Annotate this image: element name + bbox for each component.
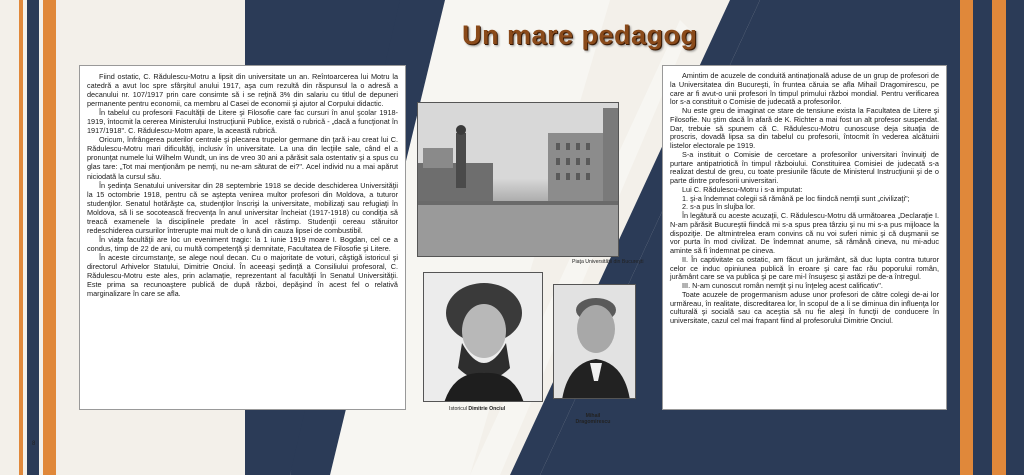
dragomirescu-caption bbox=[570, 413, 616, 425]
paragraph: În legătură cu aceste acuzaţii, C. Rădulescu-Motru dă următoarea „Declaraţie I. N-am părăsit Bucureştii fiindcă mi s-a spus prea târziu şi nu mi s-a pus mijloace la dispoziţie. De altmintrelea eram convins că nu voi suferi nimic şi că duşmanii se vor purta în mod civilizat. De îndemnat anume, să rămână cineva, nu mi-aduc aminte să fi îndemnat pe cineva. bbox=[670, 211, 939, 255]
paragraph: Amintim de acuzele de conduită antinaţională aduse de un grup de profesori de la Universitatea din Bucureşti, în fruntea căruia se afla Mihail Dragomirescu, pe care ar fi avut-o unii profesori în timpul primului război mondial. Pentru verificarea lor s-a constituit o Comisie de judecată a profesorilor. bbox=[670, 71, 939, 107]
university-photo-caption: Piaţa Universităţii din Bucureşti bbox=[572, 259, 644, 265]
paragraph: Fiind ostatic, C. Rădulescu-Motru a lipsit din universitate un an. Reîntoarcerea lui Motru la catedră a avut loc spre sfârşitul anului 1917, aşa cum rezultă din răspunsul la o adresă a decanului nr. 107/1917 prin care consimte să i se reţină 3% din salariu cu titlul de depuneri permanente pentru economii, ca membru al Casei de economii şi ajutor al Corpului didactic. bbox=[87, 72, 398, 109]
paragraph: II. În captivitate ca ostatic, am făcut un jurământ, să duc lupta contra tuturor celor ce induc opiniunea publică în eroare şi care fac rău poporului român, jurământ care se va publica şi pe care mi-l însuşesc şi astăzi pe de-a întregul. bbox=[670, 254, 939, 282]
dragomirescu-caption-first: Mihail bbox=[585, 413, 601, 419]
paragraph: În viaţa facultăţii are loc un eveniment tragic: la 1 iunie 1919 moare I. Bogdan, cel ce a condus, timp de 22 de ani, cu multă competenţă şi demnitate, Facultatea de Filosofie şi Litere. bbox=[87, 234, 398, 253]
right-text-panel bbox=[662, 65, 947, 410]
dragomirescu-caption-last: Dragomirescu bbox=[575, 419, 611, 425]
dragomirescu-portrait bbox=[553, 284, 636, 399]
paragraph: III. N-am cunoscut român nemţit şi nu înţeleg acest calificativ". bbox=[682, 281, 883, 290]
paragraph: Toate acuzele de progermanism aduse unor profesori de către colegi de-ai lor urmăreau, în realitate, discreditarea lor, în scopul de a li se diminua din influenţa lor culturală şi socială sau ca aceştia să nu fie aleşi în funcţii de conducere în universitate, cazul cel mai frapant fiind al profesorului Dimitrie Onciul. bbox=[670, 289, 939, 325]
paragraph: În tabelul cu profesorii Facultăţii de Litere şi Filosofie care fac cursuri în anul şcolar 1918-1919, întocmit la cererea Ministerului Instrucţiunii Publice, există o rubrică - „dacă a funcţionat în 1917/1918". C. Rădulescu-Motm apare, la această rubrică. bbox=[87, 108, 398, 136]
onciul-portrait bbox=[423, 272, 543, 402]
paragraph: Nu este greu de imaginat ce stare de tensiune exista la Facultatea de Litere şi Filosofie. Nu ştim dacă în afară de K. Richter a mai fost un alt profesor suspendat. Dar, trebuie să spunem că C. Rădulescu-Motru cunoscuse deja situaţia de proscris, dovadă lipsa sa din tabelul cu profesorii, întocmit în vederea alcătuirii listelor electorale pe 1919. bbox=[670, 106, 939, 150]
paragraph: Lui C. Rădulescu-Motru i s-a imputat: bbox=[682, 184, 803, 194]
onciul-caption-name: Dimitrie Onciul bbox=[468, 406, 506, 412]
paragraph: 1. şi-a îndemnat colegii să rămână pe loc fiindcă nemţii sunt „civilizaţi"; bbox=[682, 193, 910, 203]
paragraph: Oricum, înfrângerea puterilor centrale şi plecarea trupelor germane din ţară i-au creat lui C. Rădulescu-Motru mari dificultăţi, inclusiv în universitate. La una din lecţiile sale, când el a pronunţat numele lui Wilhelm Wundt, un ins de vreo 30 ani a părăsit sala ostentativ şi a spus cu glas tare: „Tot mai menţionăm pe nemţi, nu ne-am săturat de ei?". Acel individ nu a mai apărut niciodată la cursul său. bbox=[87, 135, 398, 181]
orange-stripe bbox=[19, 0, 23, 475]
onciul-caption-prefix: Istoricul bbox=[449, 406, 467, 412]
university-square-photo bbox=[417, 102, 619, 257]
page-title: Un mare pedagog bbox=[462, 20, 698, 50]
paragraph: 2. s-a pus în slujba lor. bbox=[682, 202, 756, 212]
paragraph: În şedinţa Senatului universitar din 28 septembrie 1918 se decide deschiderea Universităţii la 15 octombrie 1918, pentru că se aştepta venirea multor profesori din Moldova, a tuturor studenţilor. Senatul hotărăşte ca, studenţilor înscrişi la universitate, mobilizaţi sau refugiaţi în Moldova, să li se socotească frecvenţa în anul universitar încheiat (1917-1918) cu condiţia să treacă examenele la disciplinele predate în acel răstimp. Studenţii cereau stăruitor redeschiderea cursurilor întrerupte mai mult de o lună din cauza lipsei de combustibil. bbox=[87, 180, 398, 235]
left-text-panel bbox=[79, 65, 406, 410]
paragraph: S-a instituit o Comisie de cercetare a profesorilor universitari învinuiţi de purtare antipatriotică în timpul războiului. Constituirea Comisiei de judecată s-a realizat destul de greu, cu toate presiunile făcute de Ministerul Instrucţiunii şi de o parte dintre profesorii universitari. bbox=[670, 149, 939, 185]
paragraph: În aceste circumstanţe, se alege noul decan. Cu o majoritate de voturi, câştigă istoricul şi directorul Arhivelor Statului, Dimitrie Onciul. În aceeaşi şedinţă a Consiliului profesoral, C. Rădulescu-Motru este ales, prin aclamaţie, reprezentant al facultăţii în Senatul Universităţii. Este prima sa recunoaştere publică de după război, depăşind în acest fel o relativă marginalizare în care se afla. bbox=[87, 252, 398, 299]
page-number: 8 bbox=[32, 441, 36, 447]
